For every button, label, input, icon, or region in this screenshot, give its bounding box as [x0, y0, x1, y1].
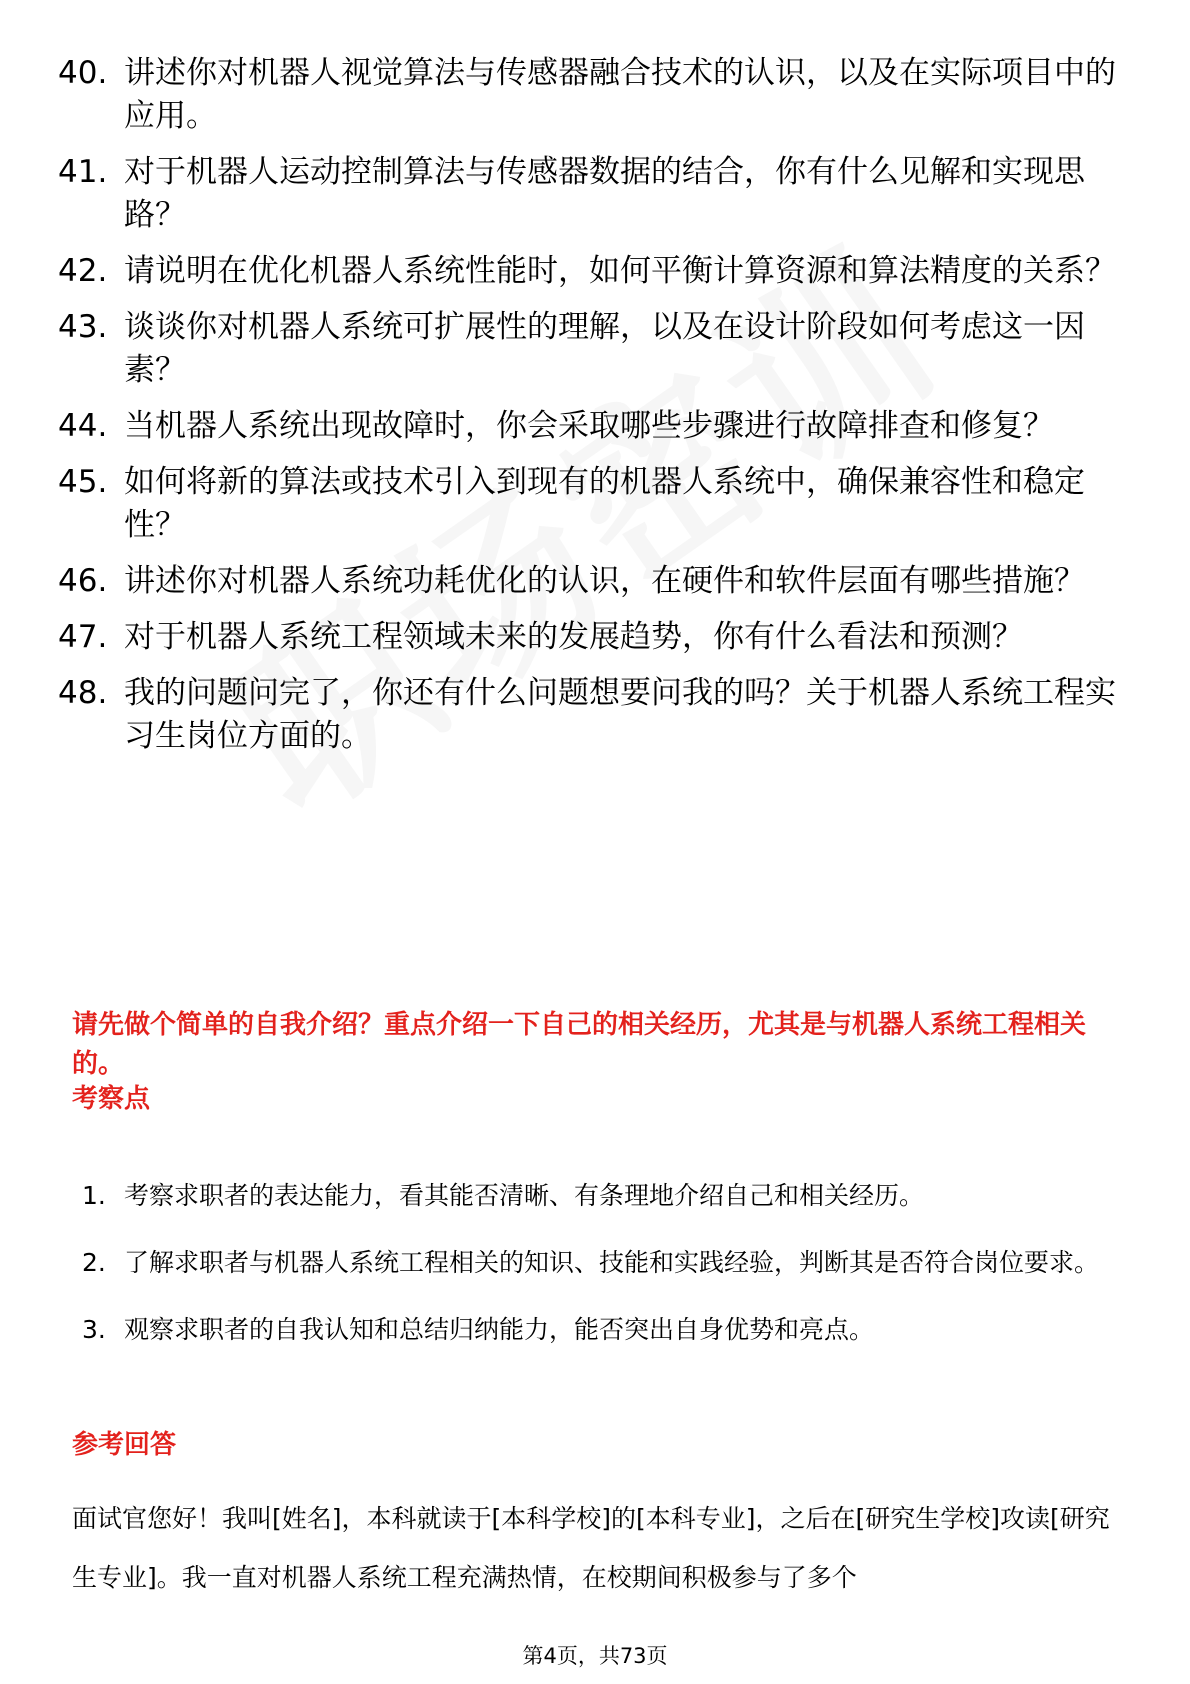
question-number: 43. [58, 309, 108, 345]
assessment-list [82, 1168, 1122, 1369]
question-item [58, 560, 1128, 603]
question-item [58, 616, 1128, 659]
question-text: 当机器人系统出现故障时，你会采取哪些步骤进行故障排查和修复？ [124, 408, 1054, 444]
question-number: 40. [58, 55, 108, 91]
reference-answer-heading: 参考回答 [72, 1430, 177, 1460]
question-number: 42. [58, 253, 108, 289]
question-number: 46. [58, 563, 108, 599]
question-text: 对于机器人系统工程领域未来的发展趋势，你有什么看法和预测？ [124, 619, 1023, 655]
question-item [58, 461, 1128, 547]
question-number: 48. [58, 675, 108, 711]
question-text: 讲述你对机器人系统功耗优化的认识，在硬件和软件层面有哪些措施？ [124, 563, 1085, 599]
assessment-item [82, 1302, 1122, 1358]
question-item [58, 306, 1128, 392]
question-list [58, 52, 1128, 771]
question-item [58, 250, 1128, 293]
assessment-number: 2. [82, 1248, 106, 1277]
page-footer: 第4页，共73页 [522, 1644, 668, 1668]
question-number: 44. [58, 408, 108, 444]
question-item [58, 151, 1128, 237]
question-item [58, 405, 1128, 448]
question-text: 如何将新的算法或技术引入到现有的机器人系统中，确保兼容性和稳定性？ [124, 464, 1085, 543]
intro-question-heading: 请先做个简单的自我介绍？重点介绍一下自己的相关经历，尤其是与机器人系统工程相关的。 [72, 1010, 1087, 1079]
assessment-heading: 考察点 [72, 1084, 151, 1114]
assessment-text: 考察求职者的表达能力，看其能否清晰、有条理地介绍自己和相关经历。 [124, 1181, 925, 1210]
assessment-text: 观察求职者的自我认知和总结归纳能力，能否突出自身优势和亮点。 [124, 1315, 875, 1344]
assessment-number: 1. [82, 1181, 106, 1210]
assessment-number: 3. [82, 1315, 106, 1344]
question-number: 41. [58, 154, 108, 190]
assessment-item [82, 1235, 1122, 1291]
assessment-text: 了解求职者与机器人系统工程相关的知识、技能和实践经验，判断其是否符合岗位要求。 [124, 1248, 1100, 1277]
assessment-item [82, 1168, 1122, 1224]
question-item [58, 672, 1128, 758]
question-number: 45. [58, 464, 108, 500]
reference-answer-text: 面试官您好！我叫[姓名]，本科就读于[本科学校]的[本科专业]，之后在[研究生学校]攻读[研究生专业]。我一直对机器人系统工程充满热情，在校期间积极参与了多个 [72, 1504, 1110, 1592]
question-text: 讲述你对机器人视觉算法与传感器融合技术的认识，以及在实际项目中的应用。 [124, 55, 1116, 134]
question-number: 47. [58, 619, 108, 655]
question-item [58, 52, 1128, 138]
question-text: 谈谈你对机器人系统可扩展性的理解，以及在设计阶段如何考虑这一因素？ [124, 309, 1085, 388]
question-text: 请说明在优化机器人系统性能时，如何平衡计算资源和算法精度的关系？ [124, 253, 1116, 289]
question-text: 我的问题问完了，你还有什么问题想要问我的吗？关于机器人系统工程实习生岗位方面的。 [124, 675, 1116, 754]
question-text: 对于机器人运动控制算法与传感器数据的结合，你有什么见解和实现思路？ [124, 154, 1085, 233]
